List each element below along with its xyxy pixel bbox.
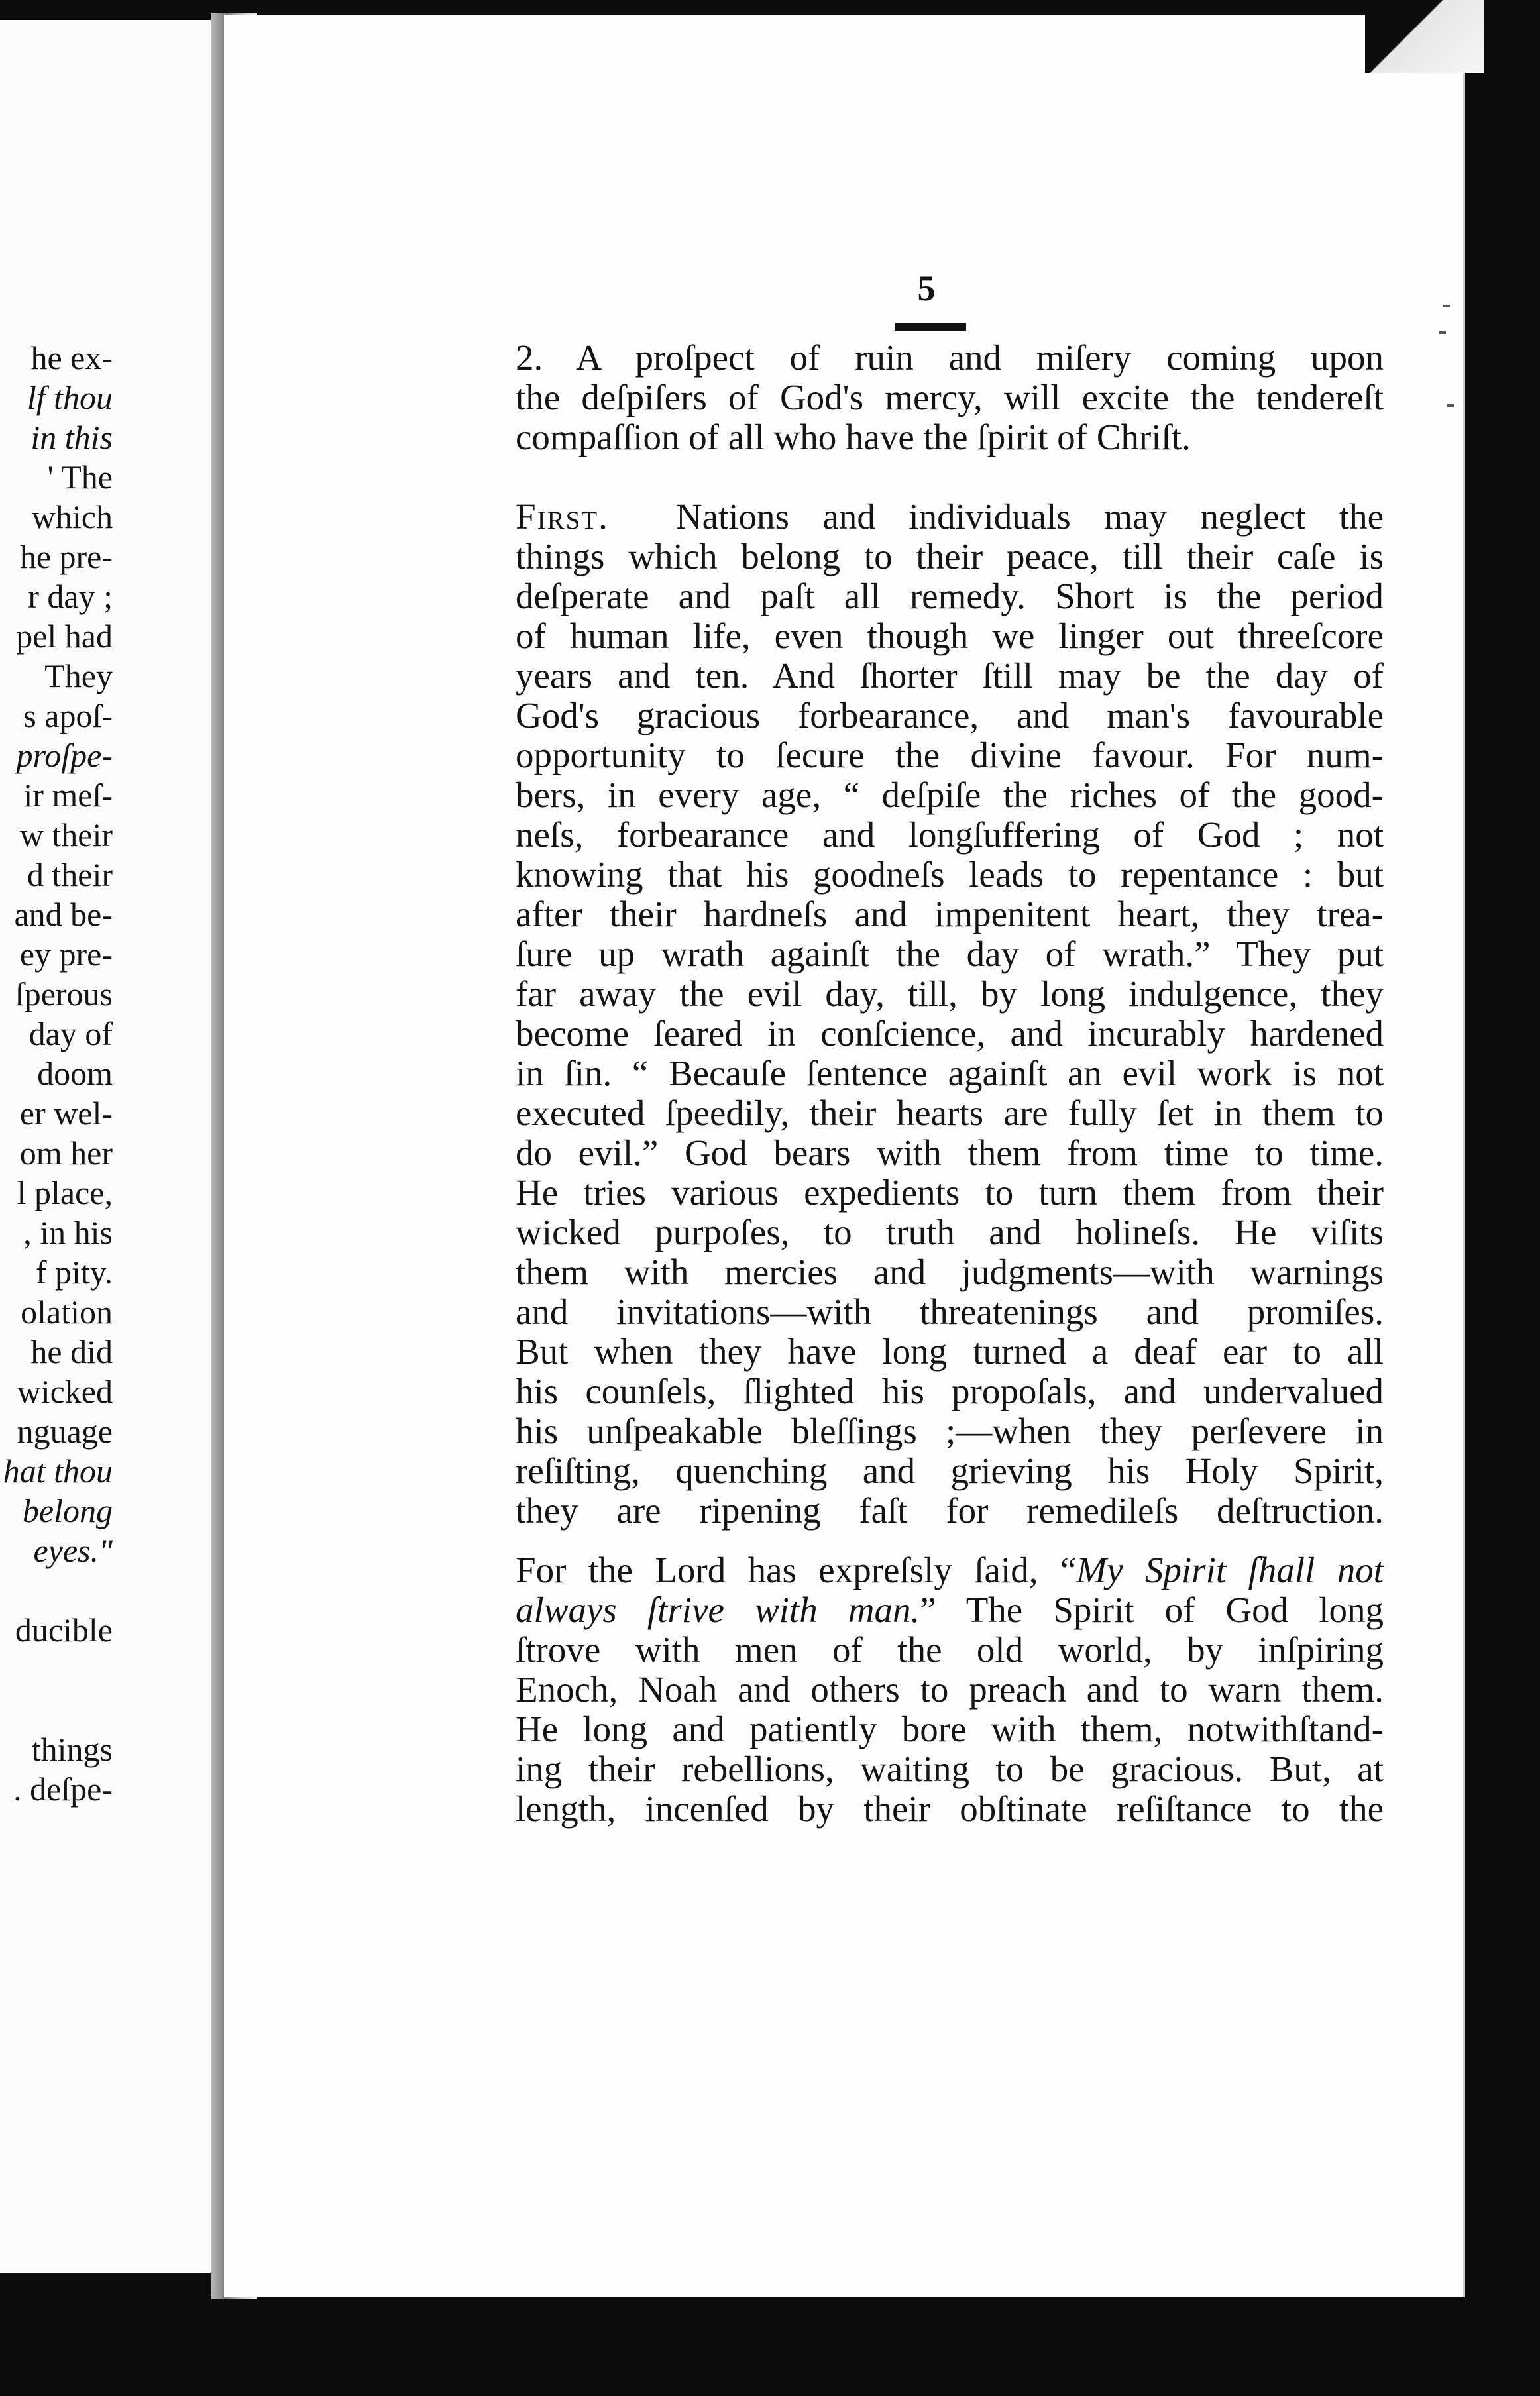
quote-continuation-line xyxy=(516,1590,1384,1630)
body-line: them with mercies and judgments—with warnings xyxy=(516,1252,1384,1292)
page-corner-tear xyxy=(1365,0,1484,73)
body-line: in ſin. “ Becauſe ſentence againſt an evil work is not xyxy=(516,1053,1384,1093)
facing-page-line: day of xyxy=(28,1015,113,1052)
facing-page-line: eyes." xyxy=(33,1532,113,1569)
facing-page-line: which xyxy=(31,498,113,535)
facing-page-line: nguage xyxy=(17,1413,113,1450)
facing-page-line: things xyxy=(31,1731,113,1768)
facing-page-line: and be- xyxy=(14,896,113,933)
body-line: become ſeared in conſcience, and incurably hardened xyxy=(516,1013,1384,1054)
point2-line-3: compaſſion of all who have the ſpirit of Chriſt. xyxy=(516,417,1191,457)
facing-page-line: ey pre- xyxy=(19,936,113,973)
first-line-text: Nations and individuals may neglect the xyxy=(675,496,1384,537)
page-edge-marks xyxy=(1438,305,1464,437)
facing-page-line: hat thou xyxy=(3,1452,113,1490)
facing-page-line: wicked xyxy=(17,1373,113,1410)
facing-page-line: , in his xyxy=(23,1214,113,1251)
body-line: God's gracious forbearance, and man's favourable xyxy=(516,695,1384,735)
body-line: bers, in every age, “ deſpiſe the riches of the good- xyxy=(516,775,1384,815)
body-line: ſtrove with men of the old world, by inſpiring xyxy=(516,1629,1384,1670)
facing-page-line: belong xyxy=(22,1492,113,1529)
facing-page-line: d their xyxy=(27,856,113,893)
facing-page-line: he pre- xyxy=(19,538,113,575)
facing-page-line: doom xyxy=(37,1055,113,1092)
facing-page-line: om her xyxy=(19,1134,113,1171)
facing-page-line: . deſpe- xyxy=(13,1770,113,1808)
facing-page-line: w their xyxy=(19,816,113,853)
body-line: opportunity to ſecure the divine favour. For num- xyxy=(516,735,1384,775)
point2-line-2: the deſpiſers of God's mercy, will excite the tendereſt xyxy=(516,377,1384,417)
facing-page-line: They xyxy=(44,657,113,694)
quote-continuation-italic: always ſtrive with man. xyxy=(516,1590,920,1630)
page-number: 5 xyxy=(917,268,936,308)
body-line: after their hardneſs and impenitent heart, they trea- xyxy=(516,894,1384,934)
first-heading: First. xyxy=(516,496,609,537)
body-line: He long and patiently bore with them, notwithſtand- xyxy=(516,1709,1384,1749)
facing-page-line: ' The xyxy=(47,459,113,496)
facing-page-line: olation xyxy=(21,1293,113,1331)
body-line: neſs, forbearance and longſuffering of God ; not xyxy=(516,814,1384,855)
body-line: things which belong to their peace, till their caſe is xyxy=(516,536,1384,576)
lord-line-start: For the Lord has expreſsly ſaid, “ xyxy=(516,1550,1077,1590)
facing-page-line: ir meſ- xyxy=(23,777,113,814)
facing-page-line: in this xyxy=(30,419,113,456)
lord-quote-line xyxy=(516,1551,1384,1590)
body-line: knowing that his goodneſs leads to repentance : but xyxy=(516,854,1384,895)
first-paragraph-line-1 xyxy=(516,497,1384,537)
body-line: wicked purpoſes, to truth and holineſs. He viſits xyxy=(516,1212,1384,1252)
body-line: executed ſpeedily, their hearts are fully ſet in them to xyxy=(516,1093,1384,1133)
body-line: they are ripening faſt for remedileſs deſtruction. xyxy=(516,1490,1384,1531)
lord-quote-italic: My Spirit ſhall not xyxy=(1076,1550,1384,1590)
facing-page-line: f pity. xyxy=(35,1254,113,1291)
facing-page-line: er wel- xyxy=(19,1095,113,1132)
facing-page-line: ducible xyxy=(15,1611,113,1649)
facing-page-line: he did xyxy=(30,1333,113,1370)
body-line: reſiſting, quenching and grieving his Holy Spirit, xyxy=(516,1450,1384,1491)
body-line: his counſels, ſlighted his propoſals, and undervalued xyxy=(516,1371,1384,1411)
body-line: far away the evil day, till, by long indulgence, they xyxy=(516,973,1384,1014)
quote-close-rest: ” The Spirit of God long xyxy=(920,1590,1384,1630)
body-line: ſure up wrath againſt the day of wrath.” They put xyxy=(516,934,1384,974)
body-line: ing their rebellions, waiting to be gracious. But, at xyxy=(516,1749,1384,1789)
main-page xyxy=(224,15,1465,2297)
facing-page-line: lf thou xyxy=(27,379,113,416)
body-line: of human life, even though we linger out threeſcore xyxy=(516,616,1384,656)
body-line: years and ten. And ſhorter ſtill may be the day of xyxy=(516,655,1384,696)
body-line: He tries various expedients to turn them from their xyxy=(516,1172,1384,1213)
facing-page-line: proſpe- xyxy=(16,737,113,774)
facing-page-line: pel had xyxy=(16,618,113,655)
page-number-rule xyxy=(895,323,966,331)
body-line: deſperate and paſt all remedy. Short is the period xyxy=(516,576,1384,616)
body-line: and invitations—with threatenings and promiſes. xyxy=(516,1291,1384,1332)
body-line: length, incenſed by their obſtinate reſiſtance to the xyxy=(516,1788,1384,1829)
facing-page-line: l place, xyxy=(17,1174,113,1211)
facing-page-line: r day ; xyxy=(28,578,113,615)
facing-page-line: ſperous xyxy=(15,975,113,1012)
body-line: Enoch, Noah and others to preach and to warn them. xyxy=(516,1669,1384,1710)
facing-page-line: s apoſ- xyxy=(23,697,113,734)
body-line: But when they have long turned a deaf ear to all xyxy=(516,1331,1384,1372)
facing-page-line: he ex- xyxy=(30,339,113,376)
facing-page-fragment xyxy=(0,20,222,2273)
body-line: his unſpeakable bleſſings ;—when they perſevere in xyxy=(516,1411,1384,1451)
body-line: do evil.” God bears with them from time to time. xyxy=(516,1132,1384,1173)
point2-line-1: 2. A proſpect of ruin and miſery coming upon xyxy=(516,337,1384,378)
